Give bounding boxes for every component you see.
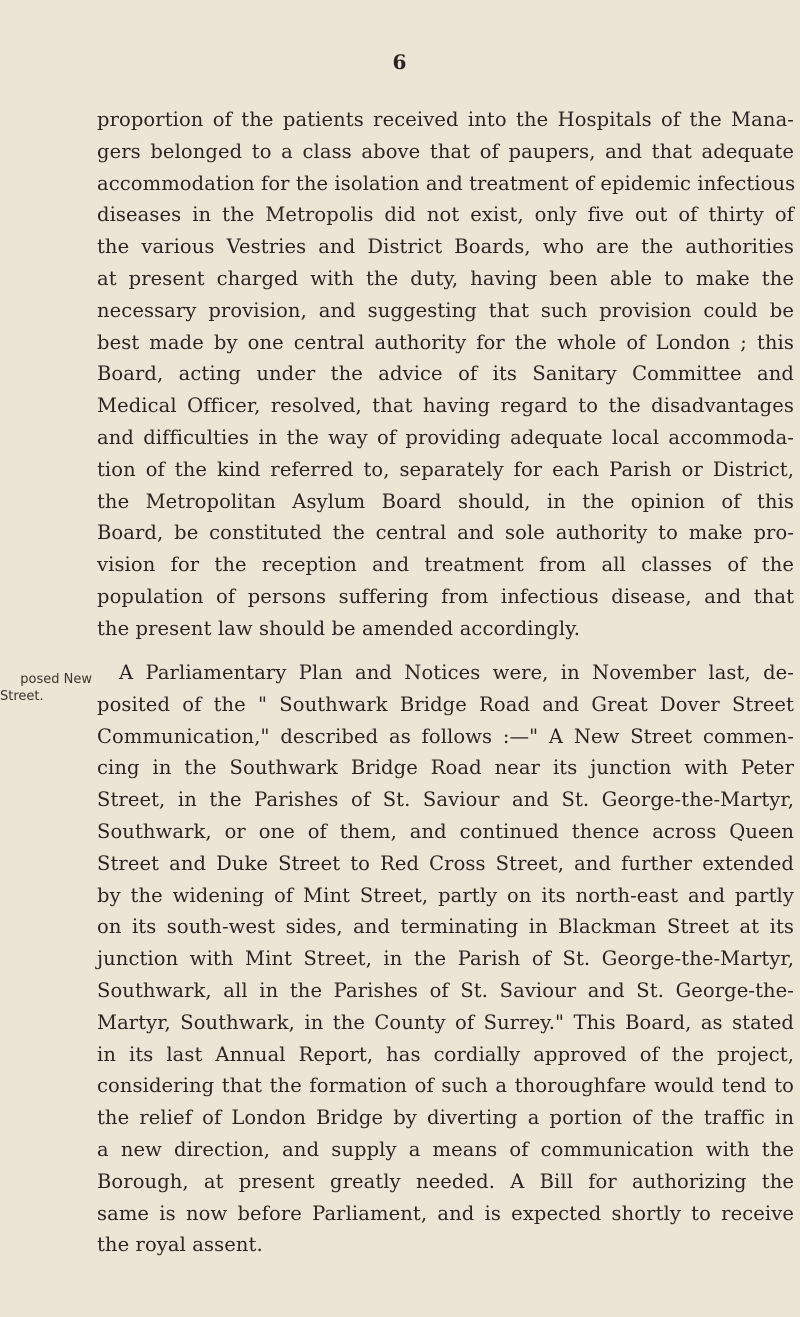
margin-note: [0, 671, 92, 705]
text-line: vision for the reception and treatment from all classes of the: [97, 553, 794, 577]
text-line: the Metropolitan Asylum Board should, in the opinion of this: [97, 489, 794, 513]
text-line: Communication," described as follows :—" A New Street commen-: [97, 724, 794, 748]
text-line: the present law should be amended accordingly.: [97, 616, 581, 640]
text-line: Street and Duke Street to Red Cross Street, and further extended: [97, 851, 794, 875]
text-line: A Parliamentary Plan and Notices were, in November last, de-: [119, 661, 794, 684]
text-line: cing in the Southwark Bridge Road near its junction with Peter: [97, 756, 794, 780]
page-number: 6: [392, 50, 408, 74]
text-line: proportion of the patients received into the Hospitals of the Mana-: [97, 108, 794, 131]
text-line: posited of the " Southwark Bridge Road and Great Dover Street: [97, 692, 794, 716]
text-line: on its south-west sides, and terminating in Blackman Street at its: [97, 915, 794, 939]
text-line: same is now before Parliament, and is expected shortly to receive: [97, 1201, 794, 1225]
text-line: Southwark, all in the Parishes of St. Saviour and St. George-the-: [97, 978, 794, 1002]
text-line: necessary provision, and suggesting that such provision could be: [97, 298, 794, 322]
text-line: the relief of London Bridge by diverting a portion of the traffic in: [97, 1106, 794, 1130]
text-line: junction with Mint Street, in the Parish of St. George-the-Martyr,: [97, 947, 794, 971]
paragraph-1: [97, 104, 794, 645]
text-line: Borough, at present greatly needed. A Bill for authorizing the: [97, 1169, 794, 1193]
text-line: and difficulties in the way of providing adequate local accommoda-: [97, 425, 794, 449]
text-line: Martyr, Southwark, in the County of Surrey." This Board, as stated: [97, 1010, 794, 1034]
text-line: a new direction, and supply a means of communication with the: [97, 1137, 794, 1161]
text-line: diseases in the Metropolis did not exist, only five out of thirty of: [97, 203, 794, 227]
margin-note-line: Street.: [0, 689, 44, 704]
text-line: best made by one central authority for the whole of London ; this: [97, 330, 794, 354]
text-line: population of persons suffering from infectious disease, and that: [97, 584, 794, 608]
text-line: the royal assent.: [97, 1233, 263, 1257]
text-line: tion of the kind referred to, separately for each Parish or District,: [97, 457, 794, 481]
text-line: in its last Annual Report, has cordially approved of the project,: [97, 1042, 794, 1066]
text-line: considering that the formation of such a thoroughfare would tend to: [97, 1074, 794, 1098]
text-line: at present charged with the duty, having been able to make the: [97, 266, 794, 290]
margin-note-line: posed New: [20, 672, 92, 687]
text-line: accommodation for the isolation and treatment of epidemic infectious: [97, 171, 796, 195]
text-line: Street, in the Parishes of St. Saviour and St. George-the-Martyr,: [97, 788, 794, 812]
text-line: by the widening of Mint Street, partly on its north-east and partly: [97, 883, 794, 907]
text-line: Medical Officer, resolved, that having regard to the disadvantages: [97, 394, 794, 418]
text-line: Board, acting under the advice of its Sanitary Committee and: [97, 362, 794, 386]
paragraph-2: [97, 657, 794, 1261]
text-line: gers belonged to a class above that of paupers, and that adequate: [97, 139, 794, 163]
text-line: Southwark, or one of them, and continued thence across Queen: [97, 819, 794, 843]
text-line: the various Vestries and District Boards, who are the authorities: [97, 235, 794, 259]
text-line: Board, be constituted the central and sole authority to make pro-: [97, 521, 794, 545]
